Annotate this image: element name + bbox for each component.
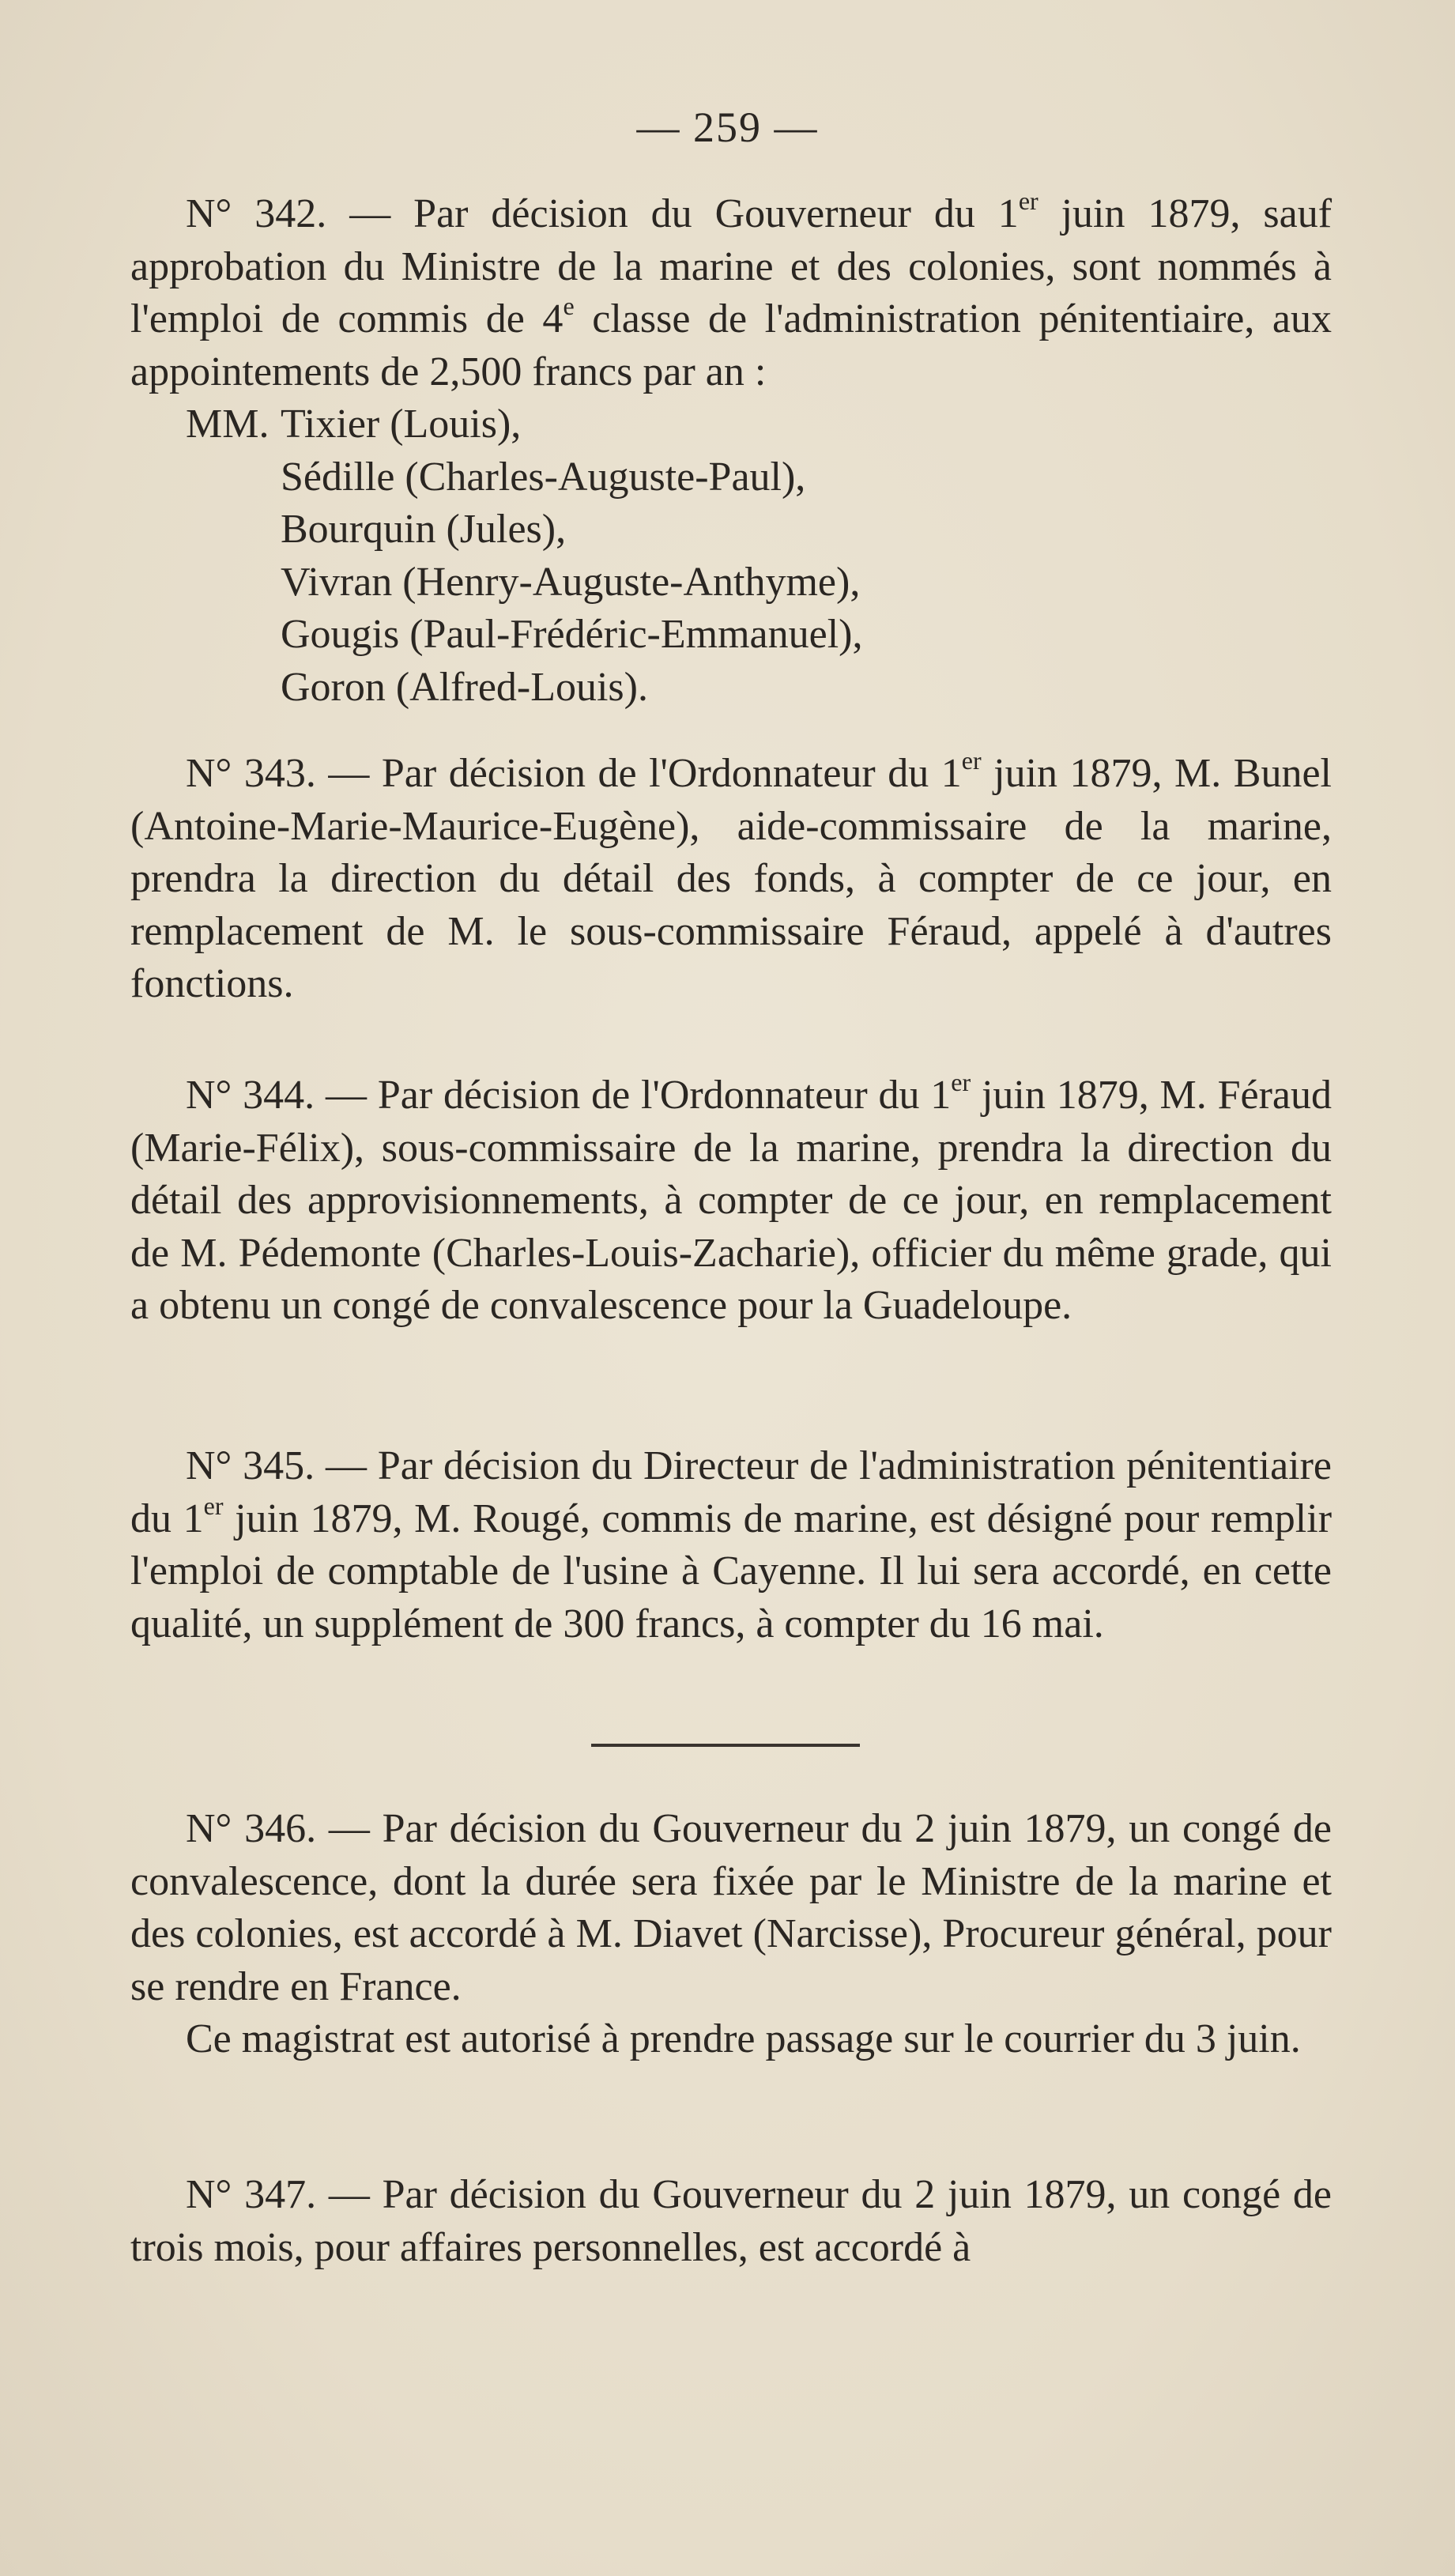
entry-344 — [130, 1069, 1332, 1333]
entry-346 — [130, 1803, 1332, 2013]
entry-345 — [130, 1440, 1332, 1650]
entry-344-text: N° 344. — Par décision de l'Ordonnateur du 1er juin 1879, M. Féraud (Marie-Félix), sous-commissaire de la marine, prendra la direction du détail des approvisionnements, à compter de ce jour, en remplacement de M. Pédemonte (Charles-Louis-Zacharie), officier du même grade, qui a obtenu un congé de convalescence pour la Guadeloupe. — [130, 1068, 1332, 1328]
entry-346-number: N° 346. — [186, 1806, 317, 1851]
entry-345-number: N° 345. — [186, 1443, 315, 1488]
entry-344-number: N° 344. — [186, 1073, 315, 1118]
appointee-name: Goron (Alfred-Louis). — [281, 664, 648, 710]
entry-346-text: N° 346. — Par décision du Gouverneur du 2 juin 1879, un congé de convalescence, dont la durée sera fixée par le Ministre de la marine et des colonies, est accordé à M. Diavet (Narcisse), Procureur général, pour se rendre en France. — [130, 1806, 1332, 2009]
entry-343 — [130, 748, 1332, 1011]
appointee-name: MM. Tixier (Louis), — [130, 398, 1332, 451]
entry-347-number: N° 347. — [186, 2172, 317, 2217]
entry-342-number: N° 342. — [186, 191, 327, 236]
entry-347 — [130, 2169, 1332, 2274]
appointee-name: Sédille (Charles-Auguste-Paul), — [281, 454, 806, 500]
entry-343-number: N° 343. — [186, 751, 316, 796]
appointee-list — [130, 398, 1332, 714]
entry-342 — [130, 188, 1332, 714]
appointee-name: Vivran (Henry-Auguste-Anthyme), — [281, 559, 861, 605]
page-number: — 259 — — [636, 104, 819, 151]
section-divider — [591, 1744, 860, 1747]
entry-342-text: N° 342. — Par décision du Gouverneur du 1er juin 1879, sauf approbation du Ministre de la marine et des colonies, sont nommés à l'emploi de commis de 4e classe de l'administration pénitentiaire, aux appointements de 2,500 francs par an : — [130, 187, 1332, 394]
entry-346-continuation — [130, 2013, 1332, 2066]
entry-347-text: N° 347. — Par décision du Gouverneur du 2 juin 1879, un congé de trois mois, pour affaires personnelles, est accordé à — [130, 2172, 1332, 2270]
entry-346-text-2: Ce magistrat est autorisé à prendre passage sur le courrier du 3 juin. — [186, 2016, 1301, 2061]
appointee-name: Gougis (Paul-Frédéric-Emmanuel), — [281, 612, 863, 657]
entry-345-text: N° 345. — Par décision du Directeur de l'administration pénitentiaire du 1er juin 1879, M. Rougé, commis de marine, est désigné pour remplir l'emploi de comptable de l'usine à Cayenne. Il lui sera accordé, en cette qualité, un supplément de 300 francs, à compter du 16 mai. — [130, 1443, 1332, 1646]
entry-343-text: N° 343. — Par décision de l'Ordonnateur du 1er juin 1879, M. Bunel (Antoine-Marie-Maurice-Eugène), aide-commissaire de la marine, prendra la direction du détail des fonds, à compter de ce jour, en remplacement de M. le sous-commissaire Féraud, appelé à d'autres fonctions. — [130, 746, 1332, 1006]
mm-label: MM. — [186, 402, 270, 447]
appointee-name: Bourquin (Jules), — [281, 507, 567, 552]
